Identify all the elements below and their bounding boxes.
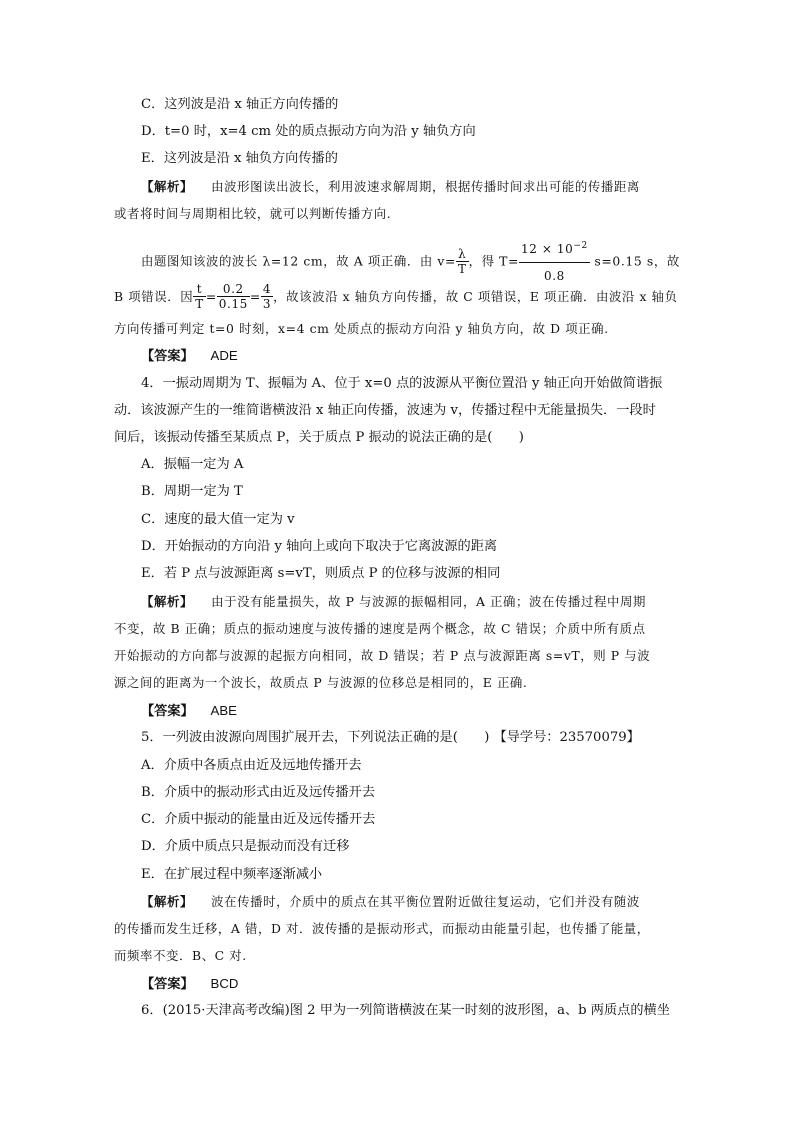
answer-tag: 【答案】 [141, 977, 194, 992]
q5-option-e: E．在扩展过程中频率逐渐减小 [141, 867, 323, 882]
explanation-text: 由题图知该波的波长 λ=12 cm，故 A 项正确．由 v= [141, 253, 456, 269]
explanation-text: ，得 T= [468, 253, 519, 269]
explanation-text: B 项错误．因 [114, 289, 194, 304]
numerator-base: 12 × 10 [520, 242, 574, 256]
q4-option-d: D．开始振动的方向沿 y 轴向上或向下取决于它离波源的距离 [141, 539, 498, 554]
fraction-denominator: 0.8 [543, 269, 565, 283]
q4-option-a: A．振幅一定为 A [141, 457, 244, 472]
answer-tag: 【答案】 [141, 704, 194, 719]
fraction-numerator: 4 [262, 282, 272, 296]
q5-option-a: A．介质中各质点由近及远地传播开去 [141, 758, 362, 773]
fraction-period [519, 239, 590, 283]
fraction-four-thirds [261, 282, 273, 311]
equals-sign: = [205, 289, 217, 304]
q4-option-e: E．若 P 点与波源距离 s=vT，则质点 P 的位移与波源的相同 [141, 566, 501, 581]
q4-explanation-line-4: 源之间的距离为一个波长，故质点 P 与波源的位移总是相同的，E 正确. [114, 675, 528, 690]
fraction-numerator: t [193, 282, 206, 297]
explanation-text: 由波形图读出波长，利用波速求解周期，根据传播时间求出可能的传播距离 [211, 179, 640, 194]
q5-stem: 5．一列波由波源向周围扩展开去，下列说法正确的是( ) 【导学号：23570079】 [141, 730, 640, 745]
q5-option-d: D．介质中质点只是振动而没有迁移 [141, 839, 350, 854]
q3-explanation-line-2: 或者将时间与周期相比较，就可以判断传播方向. [114, 206, 392, 221]
answer-value: BCD [210, 976, 239, 991]
numerator-exponent: −2 [573, 241, 588, 251]
fraction-numerator: 0.2 [217, 282, 250, 297]
fraction-ratio [217, 282, 250, 311]
equals-sign: = [249, 289, 261, 304]
fraction-t-over-T [193, 282, 206, 311]
q3-explanation-line-4 [114, 283, 678, 312]
fraction-lambda-over-t [456, 247, 469, 276]
fraction-denominator: 3 [262, 297, 272, 311]
q4-stem-line-3: 间后，该振动传播至某质点 P，关于质点 P 振动的说法正确的是( ) [114, 430, 524, 445]
answer-tag: 【答案】 [141, 349, 194, 364]
explanation-text: 波在传播时，介质中的质点在其平衡位置附近做往复运动，它们并没有随波 [211, 894, 640, 909]
q4-answer [141, 702, 237, 721]
explanation-text: 由于没有能量损失，故 P 与波源的振幅相同，A 正确；波在传播过程中周期 [211, 594, 646, 609]
fraction-denominator: T [457, 261, 467, 276]
q5-explanation-line-3: 而频率不变．B、C 对. [114, 948, 247, 963]
explanation-tag: 【解析】 [141, 894, 193, 909]
explanation-text: ，故该波沿 x 轴负方向传播，故 C 项错误，E 项正确．由波沿 x 轴负 [273, 289, 678, 304]
answer-value: ADE [210, 348, 238, 363]
explanation-tag: 【解析】 [141, 594, 193, 609]
q3-explanation-line-1 [141, 178, 640, 196]
q4-option-b: B．周期一定为 T [141, 484, 243, 499]
fraction-numerator: λ [456, 247, 469, 262]
q6-stem-line-1: 6．(2015·天津高考改编)图 2 甲为一列简谐横波在某一时刻的波形图，a、b 两质点的横坐 [141, 1003, 670, 1018]
q5-explanation-line-1 [141, 893, 640, 911]
q4-explanation-line-2: 不变，故 B 正确；质点的振动速度与波传播的速度是两个概念，故 C 错误；介质中所有质点 [114, 621, 646, 636]
q4-explanation-line-3: 开始振动的方向都与波源的起振方向相同，故 D 错误；若 P 点与波源距离 s=vT，则 P 与波 [114, 648, 651, 663]
explanation-tag: 【解析】 [141, 179, 193, 194]
q4-stem-line-2: 动．该波源产生的一维简谐横波沿 x 轴正向传播，波速为 v，传播过程中无能量损失．一段时 [114, 403, 656, 418]
explanation-text: s=0.15 s，故 [594, 253, 680, 269]
q5-explanation-line-2: 的传播而发生迁移，A 错，D 对．波传播的是振动形式，而振动由能量引起，也传播了能量， [114, 921, 650, 936]
q3-answer [141, 347, 238, 366]
q3-option-d: D．t=0 时，x=4 cm 处的质点振动方向为沿 y 轴负方向 [141, 124, 476, 139]
q5-answer [141, 975, 238, 994]
answer-value: ABE [210, 703, 237, 718]
q3-explanation-line-3 [141, 240, 680, 284]
fraction-denominator: T [195, 297, 204, 311]
fraction-denominator: 0.15 [218, 297, 248, 311]
q5-option-b: B．介质中的振动形式由近及远传播开去 [141, 785, 375, 800]
q3-option-e: E．这列波是沿 x 轴负方向传播的 [141, 151, 338, 166]
q5-option-c: C．介质中振动的能量由近及远传播开去 [141, 812, 376, 827]
q4-explanation-line-1 [141, 593, 646, 611]
fraction-numerator [519, 239, 590, 263]
q3-explanation-line-5: 方向传播可判定 t=0 时刻，x=4 cm 处质点的振动方向沿 y 轴负方向，故 D 项正确. [114, 321, 609, 336]
q3-option-c: C．这列波是沿 x 轴正方向传播的 [141, 97, 339, 112]
q4-option-c: C．速度的最大值一定为 v [141, 512, 295, 527]
q4-stem-line-1: 4．一振动周期为 T、振幅为 A、位于 x=0 点的波源从平衡位置沿 y 轴正向开始做简谐振 [141, 376, 663, 391]
